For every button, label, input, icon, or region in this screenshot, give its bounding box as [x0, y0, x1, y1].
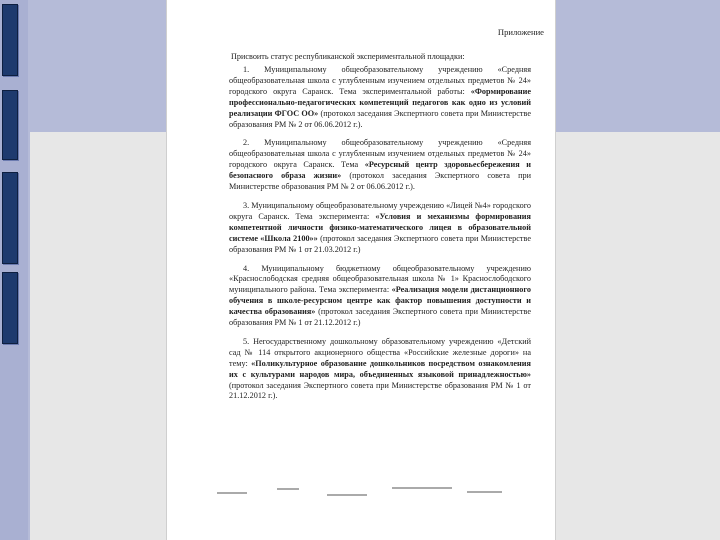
side-tab-2: [2, 90, 18, 160]
scanned-document: [167, 0, 555, 540]
item-topic: «Условия и механизмы формирования компетентной личности физико-математического лицея в образовательной системе «Школа 2100»»: [229, 211, 531, 243]
list-item: [229, 138, 531, 193]
item-tail: (протокол заседания Экспертного совета при Министерстве образования РМ № 2 от 06.06.2012 г.).: [229, 108, 531, 129]
scan-mark: [217, 492, 247, 494]
side-tab-1: [2, 4, 18, 76]
document-header: Приложение: [497, 27, 544, 37]
item-tail: (протокол заседания Экспертного совета при Министерстве образования РМ № 1 от 21.03.2012 г.): [229, 233, 531, 254]
item-lead: 2. Муниципальному общеобразовательному учреждению «Средняя общеобразовательная школа с углубленным изучением отдельных предметов № 24» городского округа Саранск. Тема: [229, 138, 531, 170]
item-lead: 5. Негосударственному дошкольному образовательному учреждению «Детский сад № 114 открытого акционерного общества «Российские железные дороги» на тему:: [229, 336, 531, 368]
item-lead: 1. Муниципальному общеобразовательному учреждению «Средняя общеобразовательная школа с углубленным изучением отдельных предметов № 24» городского округа Саранск. Тема экспериментальной работы:: [229, 65, 531, 96]
side-tab-4: [2, 272, 18, 344]
item-lead: 3. Муниципальному общеобразовательному учреждению «Лицей №4» городского округа Саранск. Тема эксперимента:: [229, 200, 531, 221]
scan-mark: [327, 494, 367, 496]
list-item: [229, 264, 531, 329]
scan-mark: [277, 488, 299, 490]
item-tail: (протокол заседания Экспертного совета при Министерстве образования РМ № 1 от 21.12.2012 г.).: [229, 380, 531, 401]
list-item: [229, 201, 531, 256]
scan-mark: [392, 487, 452, 489]
list-item: [229, 65, 531, 130]
item-lead: 4. Муниципальному бюджетному общеобразовательному учреждению «Краснослободская средняя общеобразовательная школа № 1» Краснослободского муниципального района. Тема эксперимента:: [229, 263, 531, 295]
list-item: [229, 337, 531, 402]
item-tail: (протокол заседания Экспертного совета при Министерстве образования РМ № 1 от 21.12.2012 г.): [229, 307, 531, 328]
document-body: [229, 65, 531, 410]
item-topic: «Реализация модели дистанционного обучения в школе-ресурсном центре как фактор повышения доступности и качества образования»: [229, 285, 531, 317]
item-topic: «Поликультурное образование дошкольников посредством ознакомления их с культурами народов мира, объединенных языковой принадлежностью»: [229, 358, 531, 379]
item-topic: «Ресурсный центр здоровьесбережения и безопасного образа жизни»: [229, 160, 531, 181]
document-intro: Присвоить статус республиканской экспериментальной площадки:: [231, 52, 465, 61]
scan-mark: [467, 491, 502, 493]
item-topic: «Формирование профессионально-педагогических компетенций педагогов как одно из условий реализации ФГОС ОО»: [229, 86, 531, 118]
faint-scan-marks: [207, 478, 527, 518]
left-decor-band: [0, 0, 28, 540]
item-tail: (протокол заседания Экспертного совета при Министерстве образования РМ № 2 от 06.06.2012 г.).: [229, 171, 531, 192]
side-tab-3: [2, 172, 18, 264]
